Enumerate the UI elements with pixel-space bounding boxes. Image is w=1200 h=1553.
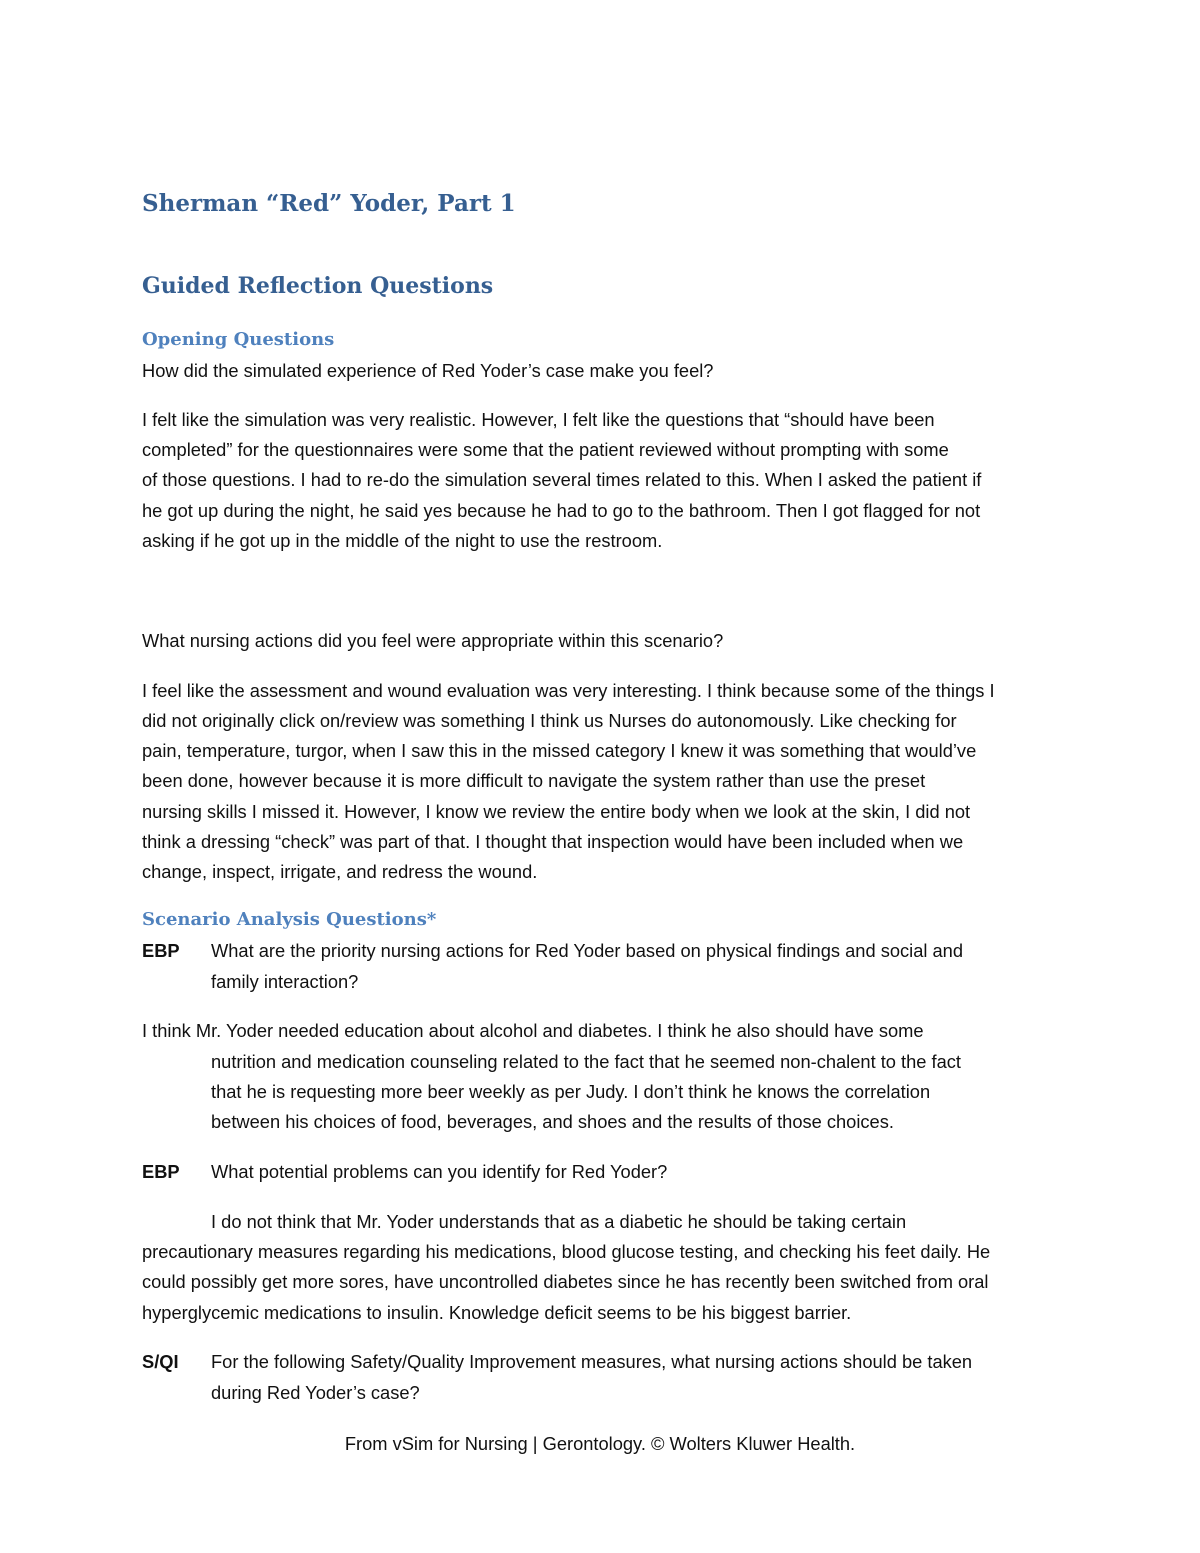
scenario-answer-1-line: that he is requesting more beer weekly as per Judy. I don’t think he knows the correlation [211, 1081, 931, 1102]
opening-answer-1-line: completed” for the questionnaires were some that the patient reviewed without prompting with some [142, 439, 949, 460]
opening-answer-2-line: think a dressing “check” was part of that. I thought that inspection would have been included when we [142, 831, 964, 852]
scenario-question-1-line: family interaction? [211, 971, 359, 992]
scenario-answer-2-line: hyperglycemic medications to insulin. Knowledge deficit seems to be his biggest barrier. [142, 1302, 852, 1323]
scenario-question-3-line: For the following Safety/Quality Improvement measures, what nursing actions should be taken [211, 1351, 973, 1372]
page-footer: From vSim for Nursing | Gerontology. © Wolters Kluwer Health. [344, 1433, 856, 1454]
scenario-question-3-line: during Red Yoder’s case? [211, 1382, 420, 1403]
scenario-answer-2-line: could possibly get more sores, have uncontrolled diabetes since he has recently been switched from oral [142, 1271, 989, 1292]
opening-answer-1-line: of those questions. I had to re-do the simulation several times related to this. When I asked the patient if [142, 469, 982, 490]
section-heading: Guided Reflection Questions [142, 273, 494, 299]
opening-answer-1-line: he got up during the night, he said yes because he had to go to the bathroom. Then I got flagged for not [142, 500, 981, 521]
opening-answer-2-line: change, inspect, irrigate, and redress the wound. [142, 861, 538, 882]
ebp-tag: EBP [142, 1161, 180, 1182]
opening-question-2: What nursing actions did you feel were appropriate within this scenario? [142, 630, 724, 651]
opening-answer-1-line: asking if he got up in the middle of the night to use the restroom. [142, 530, 663, 551]
opening-answer-2-line: nursing skills I missed it. However, I know we review the entire body when we look at the skin, I did not [142, 801, 971, 822]
scenario-question-2-line: What potential problems can you identify for Red Yoder? [211, 1161, 668, 1182]
sqi-tag: S/QI [142, 1351, 179, 1372]
scenario-answer-1-line: I think Mr. Yoder needed education about alcohol and diabetes. I think he also should have some [142, 1020, 924, 1041]
scenario-answer-2-line: precautionary measures regarding his medications, blood glucose testing, and checking his feet daily. He [142, 1241, 991, 1262]
document-title: Sherman “Red” Yoder, Part 1 [142, 190, 516, 217]
ebp-tag: EBP [142, 940, 180, 961]
scenario-answer-1-line: between his choices of food, beverages, and shoes and the results of those choices. [211, 1111, 894, 1132]
scenario-answer-1-line: nutrition and medication counseling related to the fact that he seemed non-chalent to the fact [211, 1051, 962, 1072]
scenario-analysis-heading: Scenario Analysis Questions* [142, 909, 437, 930]
opening-answer-2-line: pain, temperature, turgor, when I saw this in the missed category I knew it was something that would’ve [142, 740, 977, 761]
scenario-answer-2-line: I do not think that Mr. Yoder understands that as a diabetic he should be taking certain [211, 1211, 907, 1232]
opening-answer-1-line: I felt like the simulation was very realistic. However, I felt like the questions that “should have been [142, 409, 935, 430]
opening-answer-2-line: I feel like the assessment and wound evaluation was very interesting. I think because some of the things I [142, 680, 995, 701]
opening-answer-2-line: been done, however because it is more difficult to navigate the system rather than use the preset [142, 770, 926, 791]
scenario-question-1-line: What are the priority nursing actions for Red Yoder based on physical findings and social and [211, 940, 964, 961]
opening-question-1: How did the simulated experience of Red Yoder’s case make you feel? [142, 360, 714, 381]
opening-answer-2-line: did not originally click on/review was something I think us Nurses do autonomously. Like checking for [142, 710, 957, 731]
opening-questions-heading: Opening Questions [142, 329, 335, 350]
